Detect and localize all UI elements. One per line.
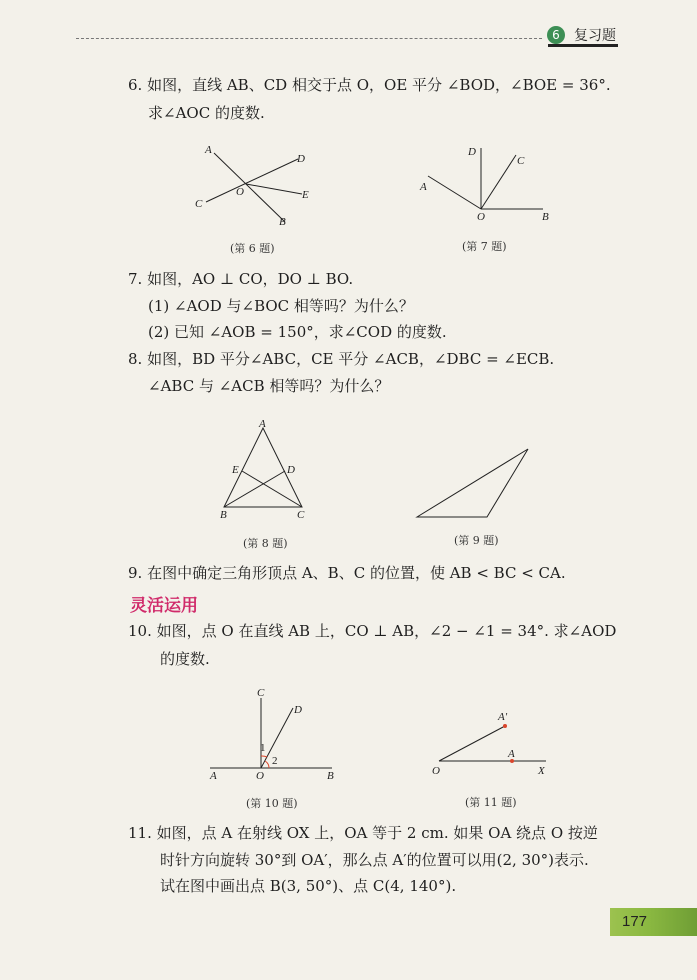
fig10-label-1: 1 <box>260 742 266 754</box>
page-number-tab <box>610 908 697 936</box>
fig10-label-C: C <box>257 687 265 699</box>
fig11-label-A: A <box>508 748 515 760</box>
problem-8-line-1: 8. 如图，BD 平分∠ABC，CE 平分 ∠ACB，∠DBC = ∠ECB. <box>128 350 555 368</box>
fig7-label-O: O <box>477 211 485 223</box>
fig11-label-O: O <box>432 765 440 777</box>
fig10-label-2: 2 <box>272 755 278 767</box>
chapter-underline <box>548 44 618 47</box>
problem-11-line-3: 试在图中画出点 B(3, 50°)、点 C(4, 140°). <box>160 877 457 895</box>
fig6-label-E: E <box>302 189 309 201</box>
figure-8-caption: (第 8 题) <box>243 537 288 550</box>
fig7-label-B: B <box>542 211 549 223</box>
fig7-label-C: C <box>517 155 525 167</box>
figure-6-caption: (第 6 题) <box>230 242 275 255</box>
section-title: 灵活运用 <box>130 596 198 616</box>
fig7-label-D: D <box>468 146 476 158</box>
problem-11-line-1: 11. 如图，点 A 在射线 OX 上，OA 等于 2 cm. 如果 OA 绕点 O 按逆 <box>128 824 598 842</box>
figure-10-caption: (第 10 题) <box>246 797 298 810</box>
figure-9 <box>410 442 540 522</box>
figure-11 <box>430 708 555 780</box>
figure-7 <box>415 140 560 225</box>
figure-8 <box>215 418 315 524</box>
figure-7-caption: (第 7 题) <box>462 240 507 253</box>
page-number: 177 <box>622 913 648 930</box>
fig7-label-A: A <box>420 181 427 193</box>
chapter-title: 复习题 <box>574 28 616 44</box>
fig6-label-O: O <box>236 186 244 198</box>
fig8-label-E: E <box>232 464 239 476</box>
fig11-label-X: X <box>538 765 545 777</box>
header-dashed-rule <box>76 38 542 39</box>
problem-7-line-1: 7. 如图，AO ⊥ CO，DO ⊥ BO. <box>128 270 354 288</box>
problem-7-line-3: (2) 已知 ∠AOB = 150°，求∠COD 的度数. <box>148 323 447 341</box>
fig8-label-A: A <box>259 418 266 430</box>
problem-6-line-2: 求∠AOC 的度数. <box>148 104 265 122</box>
fig6-label-B: B <box>279 216 286 228</box>
problem-6-line-1: 6. 如图，直线 AB、CD 相交于点 O，OE 平分 ∠BOD，∠BOE = 36°. <box>128 76 611 94</box>
problem-9-line-1: 9. 在图中确定三角形顶点 A、B、C 的位置，使 AB < BC < CA. <box>128 564 566 582</box>
figure-11-caption: (第 11 题) <box>465 796 517 809</box>
fig11-label-Aprime: A′ <box>498 711 508 723</box>
fig10-label-A: A <box>210 770 217 782</box>
figure-9-caption: (第 9 题) <box>454 534 499 547</box>
problem-8-line-2: ∠ABC 与 ∠ACB 相等吗？为什么？ <box>148 377 390 395</box>
chapter-number-badge: 6 <box>547 26 565 44</box>
figure-10 <box>200 683 350 783</box>
problem-10-line-1: 10. 如图，点 O 在直线 AB 上，CO ⊥ AB，∠2 − ∠1 = 34°. 求∠AOD <box>128 622 617 640</box>
fig8-label-C: C <box>297 509 305 521</box>
fig6-label-A: A <box>205 144 212 156</box>
figure-6 <box>190 142 320 230</box>
problem-11-line-2: 时针方向旋转 30°到 OA′，那么点 A′的位置可以用(2, 30°)表示. <box>160 851 589 869</box>
problem-7-line-2: (1) ∠AOD 与∠BOC 相等吗？为什么？ <box>148 297 414 315</box>
fig6-label-C: C <box>195 198 203 210</box>
fig10-label-O: O <box>256 770 264 782</box>
problem-10-line-2: 的度数. <box>160 650 210 668</box>
fig6-label-D: D <box>297 153 305 165</box>
fig10-label-B: B <box>327 770 334 782</box>
fig8-label-B: B <box>220 509 227 521</box>
fig10-label-D: D <box>294 704 302 716</box>
fig8-label-D: D <box>287 464 295 476</box>
